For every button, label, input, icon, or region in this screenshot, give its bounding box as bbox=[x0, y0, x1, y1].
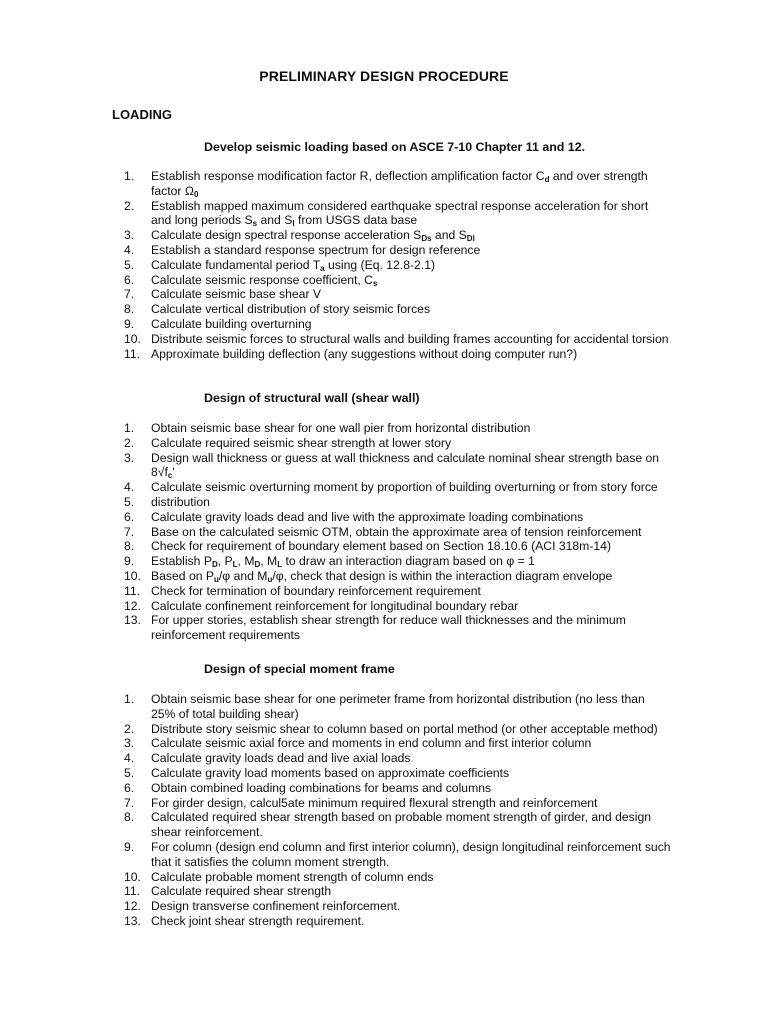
list-item-number: 12. bbox=[124, 598, 141, 613]
list-item bbox=[0, 317, 768, 332]
list-item-number: 13. bbox=[124, 913, 141, 928]
list-item-number: 8. bbox=[124, 810, 135, 825]
list-item-text: For girder design, calcul5ate minimum required flexural strength and reinforcement bbox=[151, 795, 598, 810]
list-item-number: 1. bbox=[124, 169, 135, 183]
list-item bbox=[0, 243, 768, 258]
list-item bbox=[0, 613, 768, 643]
list-item-number: 10. bbox=[124, 568, 141, 583]
list-item-number: 1. bbox=[124, 421, 135, 435]
list-item bbox=[0, 273, 768, 288]
list-item-text: Calculated required shear strength based on probable moment strength of girder, and design shear reinforcement. bbox=[151, 810, 652, 840]
list-item bbox=[0, 554, 768, 569]
list-item bbox=[0, 228, 768, 243]
list-item bbox=[0, 584, 768, 599]
list-item-number: 11. bbox=[124, 884, 141, 899]
list-item-text: For column (design end column and first interior column), design longitudinal reinforcement such that it satisfies the column moment strength. bbox=[151, 839, 671, 869]
list-item-number: 12. bbox=[124, 899, 141, 914]
section-heading-loading: LOADING bbox=[112, 107, 172, 122]
list-item bbox=[0, 199, 768, 229]
list-item-text: Approximate building deflection (any suggestions without doing computer run?) bbox=[151, 346, 578, 361]
list-item bbox=[0, 781, 768, 796]
list-item bbox=[0, 495, 768, 510]
list-item-text: Based on $P_u/\varphi$ and $M_u/\varphi$, check that design is within the interaction diagram envelope bbox=[151, 568, 613, 584]
list-item-text: Calculate seismic response coefficient, $C_s$ bbox=[151, 272, 378, 288]
list-item bbox=[0, 884, 768, 899]
list-item-text: Calculate vertical distribution of story seismic forces bbox=[151, 302, 431, 317]
list-item-text: Obtain seismic base shear for one wall pier from horizontal distribution bbox=[151, 421, 531, 435]
list-item-number: 5. bbox=[124, 765, 135, 780]
list-item-text: Calculate probable moment strength of column ends bbox=[151, 869, 434, 884]
structural-wall-list bbox=[0, 421, 768, 643]
list-item bbox=[0, 840, 768, 870]
list-item bbox=[0, 914, 768, 929]
list-item bbox=[0, 258, 768, 273]
list-item-number: 6. bbox=[124, 272, 135, 287]
list-item-number: 10. bbox=[124, 869, 141, 884]
list-item-number: 11. bbox=[124, 346, 141, 361]
list-item bbox=[0, 692, 768, 722]
list-item bbox=[0, 569, 768, 584]
list-item-number: 2. bbox=[124, 721, 135, 736]
list-item-number: 3. bbox=[124, 450, 135, 465]
list-item-text: Check for requirement of boundary element based on Section 18.10.6 (ACI 318m-14) bbox=[151, 539, 612, 554]
moment-frame-list bbox=[0, 692, 768, 929]
list-item bbox=[0, 169, 768, 199]
subheading-seismic-loading: Develop seismic loading based on ASCE 7-10 Chapter 11 and 12. bbox=[204, 140, 586, 154]
list-item-text: Calculate gravity loads dead and live axial loads bbox=[151, 751, 411, 766]
list-item bbox=[0, 796, 768, 811]
list-item bbox=[0, 539, 768, 554]
list-item bbox=[0, 287, 768, 302]
list-item-text: Establish a standard response spectrum for design reference bbox=[151, 242, 481, 257]
list-item-number: 9. bbox=[124, 554, 135, 569]
list-item-number: 4. bbox=[124, 751, 135, 766]
list-item-text: Design transverse confinement reinforcement. bbox=[151, 899, 401, 914]
list-item-number: 4. bbox=[124, 242, 135, 257]
list-item-number: 8. bbox=[124, 539, 135, 554]
list-item-number: 6. bbox=[124, 509, 135, 524]
list-item-number: 9. bbox=[124, 316, 135, 331]
list-item-number: 7. bbox=[124, 524, 135, 539]
list-item-number: 5. bbox=[124, 257, 135, 272]
list-item bbox=[0, 766, 768, 781]
list-item bbox=[0, 722, 768, 737]
list-item-text: Check joint shear strength requirement. bbox=[151, 913, 365, 928]
list-item bbox=[0, 302, 768, 317]
list-item-text: Establish $P_D$, $P_L$, $M_D$, $M_L$ to draw an interaction diagram based on φ = 1 bbox=[151, 554, 535, 570]
list-item-text: Obtain seismic base shear for one perimeter frame from horizontal distribution (no less than 25% of total building shear) bbox=[151, 692, 645, 721]
list-item-text: Check for termination of boundary reinforcement requirement bbox=[151, 583, 481, 598]
list-item-number: 6. bbox=[124, 780, 135, 795]
list-item bbox=[0, 480, 768, 495]
list-item-text: Establish mapped maximum considered earthquake spectral response acceleration for short and long periods $S_s$ and $S_l$ from USGS data base bbox=[151, 198, 649, 229]
document-title: PRELIMINARY DESIGN PROCEDURE bbox=[259, 68, 509, 84]
list-item-text: Calculate seismic axial force and moments in end column and first interior column bbox=[151, 736, 592, 751]
list-item-text: Calculate confinement reinforcement for longitudinal boundary rebar bbox=[151, 598, 519, 613]
subheading-moment-frame: Design of special moment frame bbox=[204, 662, 395, 676]
list-item-text: distribution bbox=[151, 494, 210, 509]
list-item-text: Calculate seismic overturning moment by proportion of building overturning or from story force bbox=[151, 480, 658, 495]
list-item-number: 3. bbox=[124, 228, 135, 243]
list-item bbox=[0, 525, 768, 540]
seismic-loading-list bbox=[0, 169, 768, 361]
list-item-number: 2. bbox=[124, 435, 135, 450]
list-item-text: Calculate required seismic shear strength at lower story bbox=[151, 435, 452, 450]
list-item-number: 13. bbox=[124, 613, 141, 628]
list-item bbox=[0, 332, 768, 347]
list-item-number: 1. bbox=[124, 692, 135, 706]
list-item bbox=[0, 451, 768, 481]
list-item-text: Calculate gravity loads dead and live with the approximate loading combinations bbox=[151, 509, 584, 524]
list-item-text: Distribute seismic forces to structural walls and building frames accounting for accidental torsion bbox=[151, 331, 669, 346]
list-item bbox=[0, 510, 768, 525]
list-item-text: Calculate design spectral response acceleration $S_{Ds}$ and $S_{Dl}$ bbox=[151, 228, 475, 244]
list-item-text: Calculate gravity load moments based on approximate coefficients bbox=[151, 765, 510, 780]
list-item-text: For upper stories, establish shear strength for reduce wall thicknesses and the minimum reinforcement requirements bbox=[151, 613, 626, 643]
list-item bbox=[0, 810, 768, 840]
list-item-text: Calculate seismic base shear V bbox=[151, 287, 322, 302]
subheading-structural-wall: Design of structural wall (shear wall) bbox=[204, 391, 420, 405]
list-item-text: Obtain combined loading combinations for beams and columns bbox=[151, 780, 492, 795]
list-item-number: 10. bbox=[124, 331, 141, 346]
list-item-number: 7. bbox=[124, 287, 135, 302]
list-item-text: Distribute story seismic shear to column based on portal method (or other acceptable method) bbox=[151, 721, 658, 736]
list-item-number: 3. bbox=[124, 736, 135, 751]
list-item bbox=[0, 899, 768, 914]
list-item-number: 7. bbox=[124, 795, 135, 810]
list-item bbox=[0, 751, 768, 766]
list-item-text: Base on the calculated seismic OTM, obtain the approximate area of tension reinforcement bbox=[151, 524, 642, 539]
list-item-text: Design wall thickness or guess at wall thickness and calculate nominal shear strength base on $8√f_c'$ bbox=[151, 450, 660, 481]
list-item-number: 2. bbox=[124, 198, 135, 213]
list-item-number: 9. bbox=[124, 839, 135, 854]
list-item bbox=[0, 421, 768, 436]
list-item-text: Establish response modification factor R, deflection amplification factor $C_d$ and over strength factor $\Omega_0$ bbox=[151, 169, 648, 199]
list-item bbox=[0, 436, 768, 451]
list-item-number: 5. bbox=[124, 494, 135, 509]
list-item bbox=[0, 736, 768, 751]
list-item-text: Calculate building overturning bbox=[151, 316, 312, 331]
list-item-number: 4. bbox=[124, 480, 135, 495]
list-item-text: Calculate fundamental period $T_a$ using (Eq. 12.8-2.1) bbox=[151, 257, 436, 273]
list-item-number: 11. bbox=[124, 583, 141, 598]
list-item bbox=[0, 870, 768, 885]
list-item bbox=[0, 347, 768, 362]
list-item bbox=[0, 599, 768, 614]
list-item-text: Calculate required shear strength bbox=[151, 884, 332, 899]
list-item-number: 8. bbox=[124, 302, 135, 317]
